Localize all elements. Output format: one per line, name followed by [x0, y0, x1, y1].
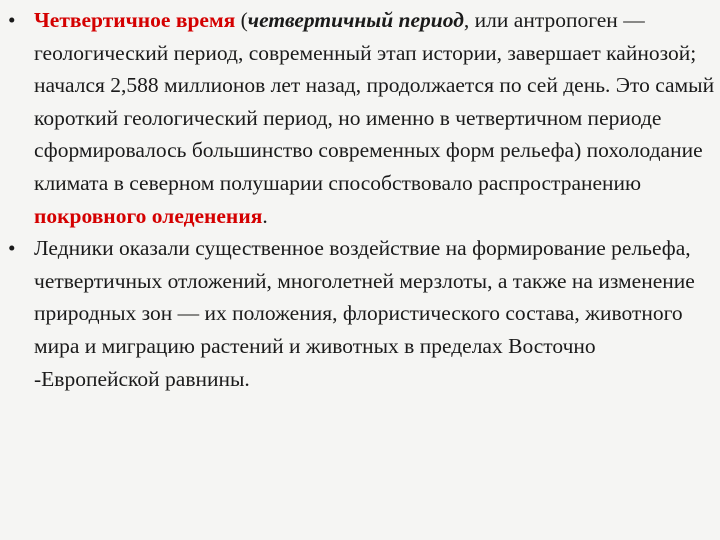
bullet-item-quaternary-time	[8, 4, 716, 232]
bullet1-end: .	[262, 203, 268, 228]
bullet2-text: Ледники оказали существенное воздействие на формирование рельефа, четвертичных отложений, многолетней мерзлоты, а также на изменение природных зон — их положения, флористического состава, животного мира и миграцию растений и животных в пределах Восточно -Европейской равнины.	[34, 236, 695, 391]
term-ice-sheet-glaciation: покровного оледенения	[34, 203, 263, 228]
bullet-list	[8, 4, 716, 395]
paren-open: (	[235, 8, 248, 32]
bullet-dot-icon: •	[8, 236, 16, 261]
term-quaternary-period: четвертичный период	[247, 8, 464, 32]
bullet-dot-icon: •	[8, 8, 16, 32]
term-quaternary-time: Четвертичное время	[34, 8, 236, 32]
bullet1-body-text: , или антропоген — геологический период, современный этап истории, завершает кайнозой; начался 2,588 миллионов лет назад, продолжается по сей день. Это самый короткий геологический период, но именно в четвертичном периоде сформировалось большинство современных форм рельефа) похолодание климата в северном полушарии способствовало распространению	[34, 8, 715, 195]
bullet-item-glaciers	[8, 232, 716, 395]
